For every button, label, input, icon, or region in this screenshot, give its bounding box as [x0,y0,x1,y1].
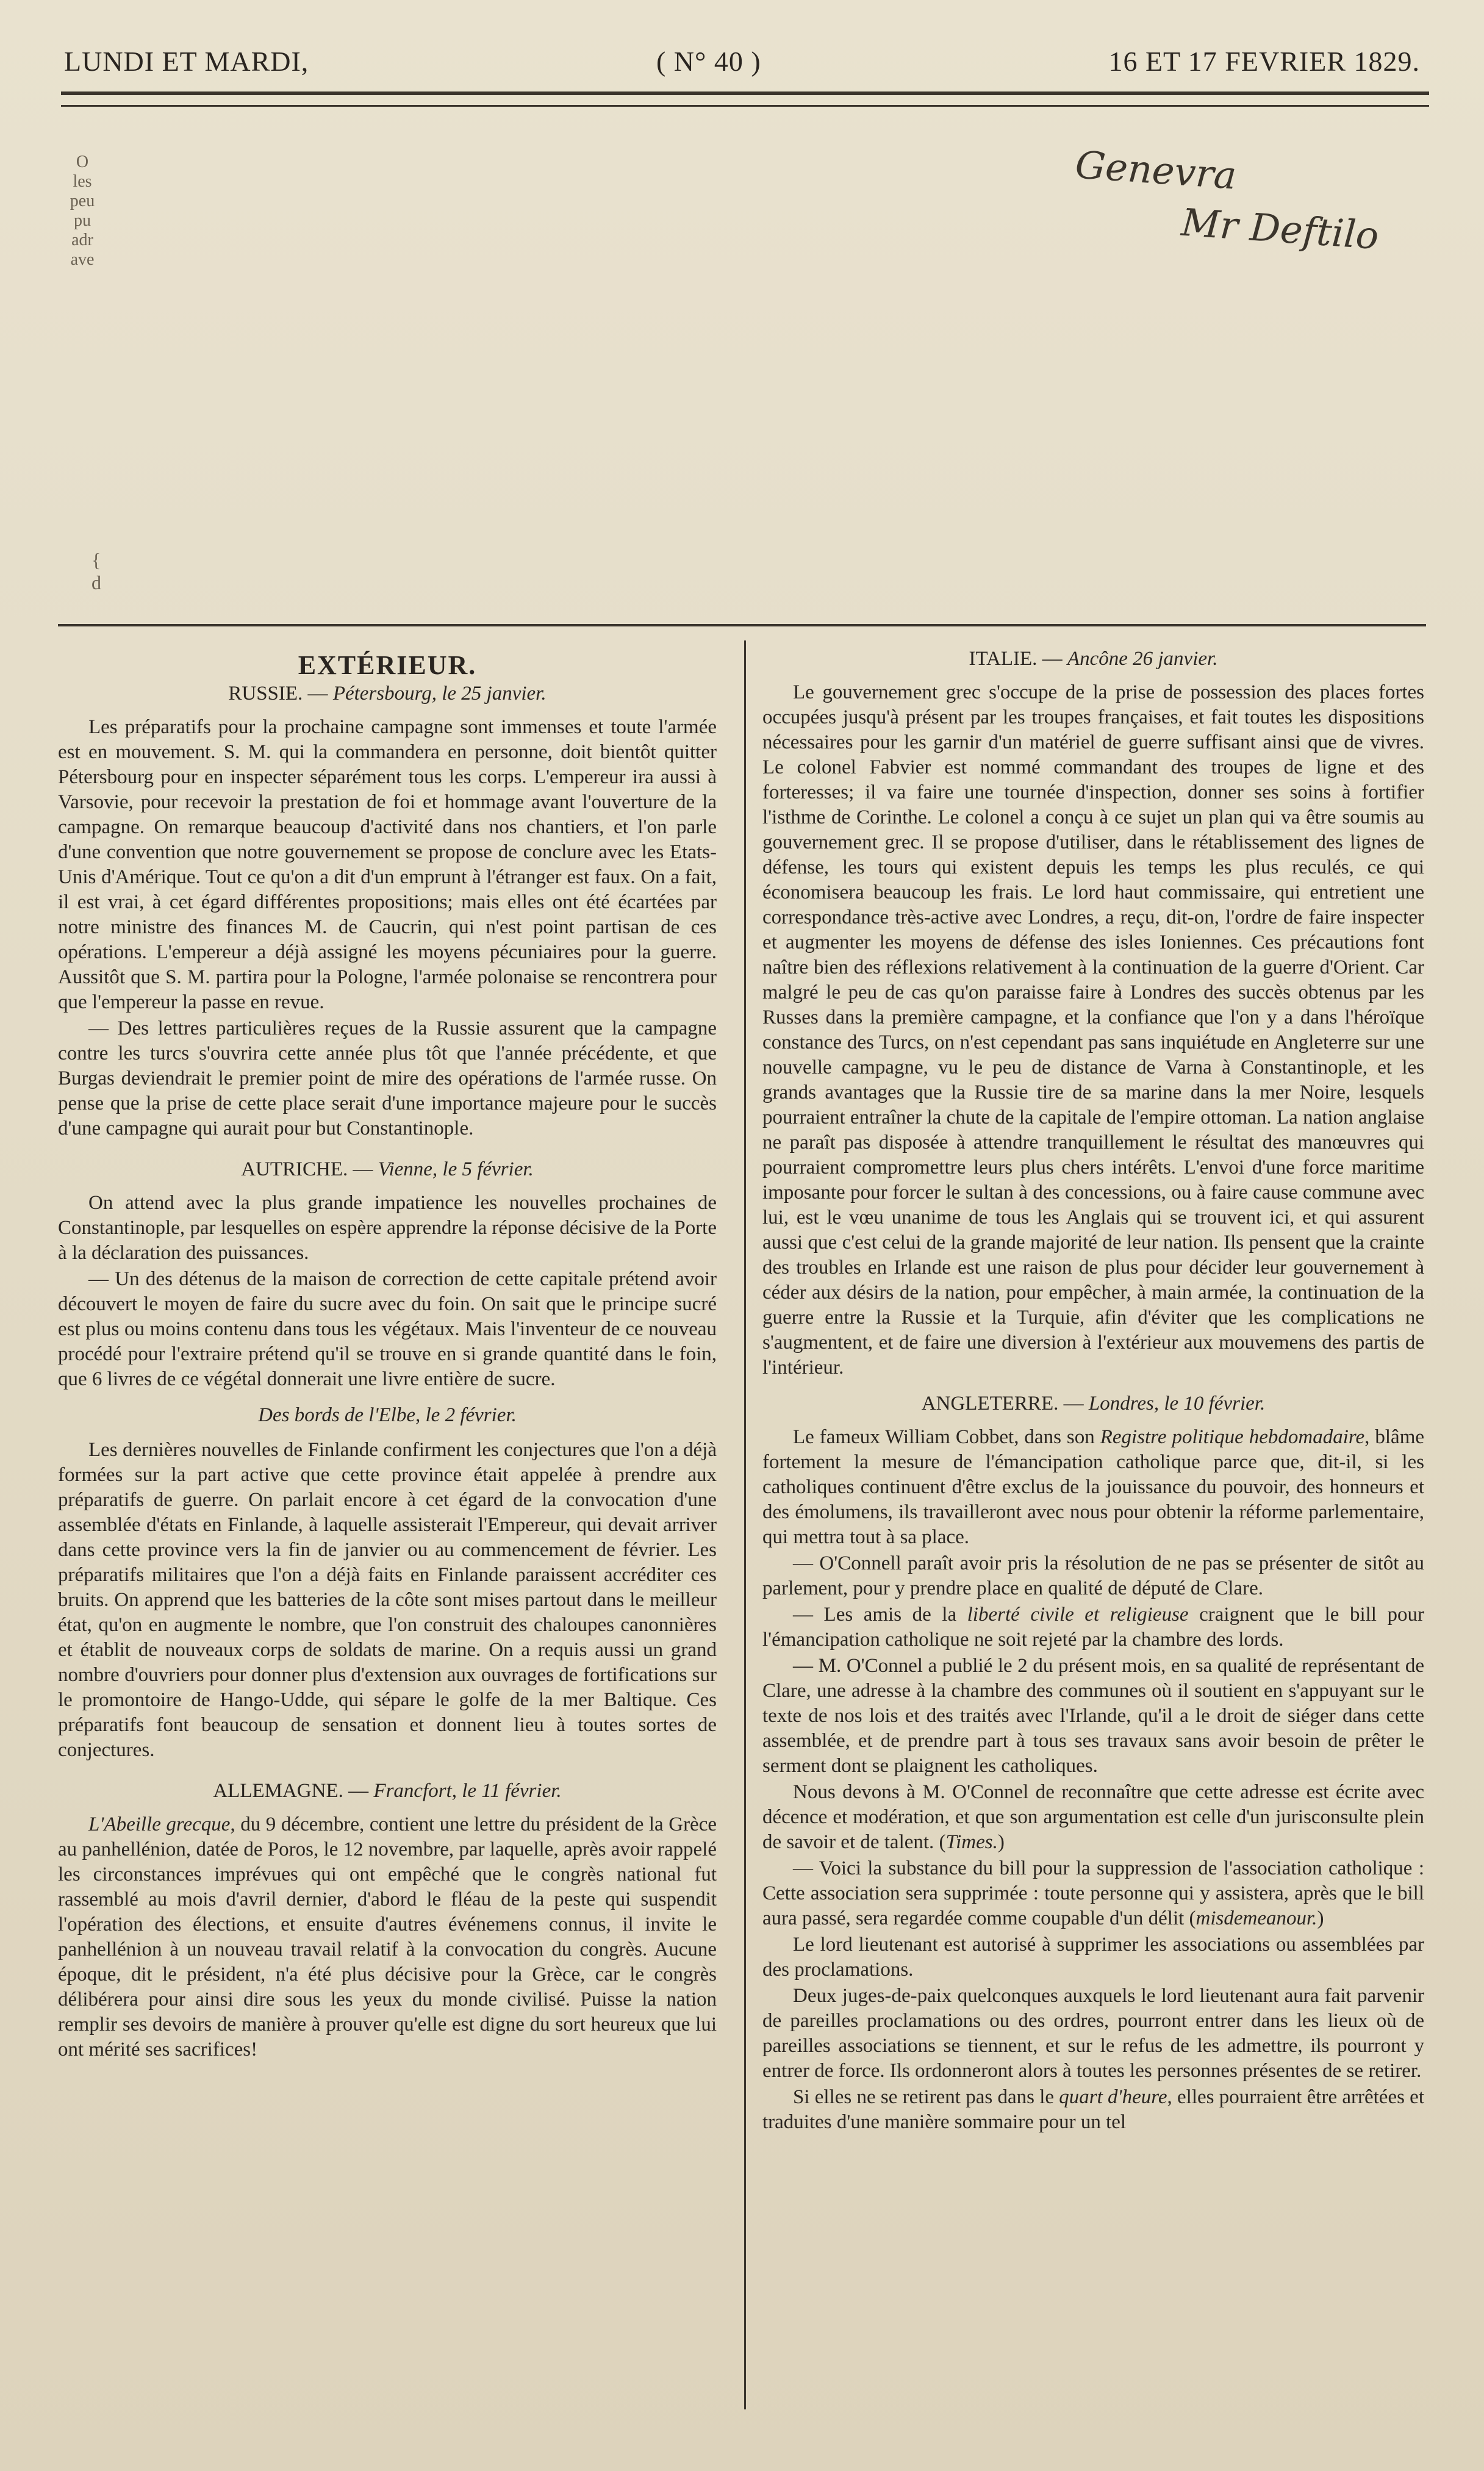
dateline-autriche: AUTRICHE. — Vienne, le 5 février. [241,1158,534,1180]
section-divider [58,624,1426,626]
article-paragraph: — O'Connell paraît avoir pris la résolution de ne pas se présenter de sitôt au parlement, pour y prendre place en qualité de député de Clare. [762,1552,1424,1599]
margin-bracket: { d [91,549,101,594]
article-paragraph: On attend avec la plus grande impatience les nouvelles prochaines de Constantinople, par lesquelles on espère apprendre la réponse décisive de la Porte à la déclaration des puissances. [58,1192,717,1264]
dateline-elbe: Des bords de l'Elbe, le 2 février. [258,1404,517,1426]
article-paragraph: Nous devons à M. O'Connel de reconnaître que cette adresse est écrite avec décence et modération, et que son argumentation est celle d'un jurisconsulte plein de savoir et de talent. (Times.) [762,1781,1424,1853]
margin-note: pu [74,211,91,230]
article-paragraph: — Les amis de la liberté civile et religieuse craignent que le bill pour l'émancipation catholique ne soit rejeté par la chambre des lords. [762,1604,1425,1651]
dateline-russie: RUSSIE. — Pétersbourg, le 25 janvier. [228,683,547,705]
dateline-allemagne: ALLEMAGNE. — Francfort, le 11 février. [213,1780,562,1802]
article-paragraph: Le fameux William Cobbet, dans son Registre politique hebdomadaire, blâme fortement la mesure de l'émancipation catholique parce que, dit-il, si les catholiques continuent d'être exclus de la jouissance du pouvoir, des honneurs et des émolumens, ils travailleront avec nous pour obtenir la réforme parlementaire, qui mettra tout à sa place. [762,1426,1425,1548]
margin-note: adr [71,231,93,249]
section-title: EXTÉRIEUR. [298,650,477,680]
article-paragraph: Le lord lieutenant est autorisé à supprimer les associations ou assemblées par des proclamations. [762,1934,1424,1981]
margin-note: peu [70,192,95,210]
margin-note: O [76,152,89,171]
left-column [58,647,717,2064]
right-column [762,647,1424,2136]
masthead-date: 16 ET 17 FEVRIER 1829. [1108,45,1420,77]
article-paragraph: — M. O'Connel a publié le 2 du présent mois, en sa qualité de représentant de Clare, une adresse à la chambre des communes où il soutient en s'appuyant sur le texte de nos lois et des traités avec l'Irlande, qu'il a le droit de siéger dans cette assemblée, et de prendre part à tous ses travaux sans avoir besoin de prêter le serment dont se plaignent les catholiques. [762,1655,1424,1777]
masthead [64,37,1420,85]
article-paragraph: — Un des détenus de la maison de correction de cette capitale prétend avoir découvert le moyen de faire du sucre avec du foin. On sait que le principe sucré est plus ou moins contenu dans tous les végétaux. Mais l'inventeur de ce nouveau procédé pour l'extraire prétend qu'il se trouve en si grande quantité dans le foin, que 6 livres de ce végétal donnerait une livre entière de sucre. [58,1268,717,1390]
margin-note: les [73,172,92,191]
article-paragraph: — Voici la substance du bill pour la suppression de l'association catholique : Cette association sera supprimée : toute personne qui y assistera, après que le bill aura passé, sera regardée comme coupable d'un délit (misdemeanour.) [762,1857,1424,1929]
dateline-angleterre: ANGLETERRE. — Londres, le 10 février. [921,1393,1266,1415]
article-paragraph: — Des lettres particulières reçues de la Russie assurent que la campagne contre les turcs s'ouvrira cette année plus tôt que l'année précédente, et que Burgas deviendrait le premier point de mire des opérations de l'armée russe. On pense que la prise de cette place serait d'une importance majeure pour le succès d'une campagne qui aurait pour but Constantinople. [58,1017,717,1139]
article-paragraph: L'Abeille grecque, du 9 décembre, contient une lettre du président de la Grèce au panhellénion, datée de Poros, le 12 novembre, par laquelle, après avoir rappelé les circonstances imprévues qui ont empêché que le congrès national fut rassemblé au mois d'avril dernier, d'abord le fléau de la peste qui suspendit l'opération des élections, et ensuite d'autres événemens connus, il invite le panhellénion à un nouveau travail relatif à la convocation du congrès. Aucune époque, dit le président, n'a été plus décisive pour la Grèce, car le congrès délibérera pour ainsi dire sous les yeux du monde civilisé. Puisse la nation remplir ses devoirs de manière à prouver qu'elle est digne du sort heureux que lui ont mérité ses sacrifices! [58,1813,717,2060]
issue-number: ( N° 40 ) [656,45,761,77]
handwritten-signature: Genevra Mr Deftilo [1074,142,1380,259]
article-paragraph: Si elles ne se retirent pas dans le quart d'heure, elles pourraient être arrêtées et traduites d'une manière sommaire pour un tel [762,2086,1425,2133]
dateline-italie: ITALIE. — Ancône 26 janvier. [969,648,1218,670]
column-divider [744,640,746,2409]
masthead-rule [61,91,1429,107]
margin-notes [61,152,104,270]
article-paragraph: Les dernières nouvelles de Finlande confirment les conjectures que l'on a déjà formées sur la part active que cette province était appelée à prendre aux préparatifs de guerre. On parlait encore à cet égard de la convocation d'une assemblée d'états en Finlande, à laquelle assisterait l'Empereur, qui devait arriver dans cette province vers la fin de janvier ou au commencement de février. Les préparatifs militaires que l'on a déjà faits en Finlande paraissent accréditer ces bruits. On apprend que les batteries de la côte sont mises partout dans le meilleur état, qu'on en augmente le nombre, que l'on construit des chaloupes canonnières et établit de nouveaux corps de soldats de marine. On a requis aussi un grand nombre d'ouvriers pour donner plus d'extension aux ouvrages de fortifications sur le promontoire de Hango-Udde, qui sépare le golfe de la mer Baltique. Ces préparatifs font beaucoup de sensation et donnent lieu à toutes sortes de conjectures. [58,1439,717,1761]
margin-note: ave [70,250,95,269]
article-paragraph: Deux juges-de-paix quelconques auxquels le lord lieutenant aura fait parvenir de pareilles proclamations ou des ordres, pourront entrer dans les lieux où de pareilles associations se tiennent, et sur le refus de les admettre, ils pourront y entrer de force. Ils ordonneront alors à toutes les personnes présentes de se retirer. [762,1985,1424,2082]
article-paragraph: Les préparatifs pour la prochaine campagne sont immenses et toute l'armée est en mouvement. S. M. qui la commandera en personne, doit bientôt quitter Pétersbourg pour en inspecter séparément tous les corps. L'empereur ira aussi à Varsovie, pour recevoir la prestation de foi et hommage avant l'ouverture de la campagne. On remarque beaucoup d'activité dans nos chantiers, et l'on parle d'une convention que notre gouvernement se propose de conclure avec les Etats-Unis d'Amérique. Tout ce qu'on a dit d'un emprunt à l'étranger est faux. On a fait, il est vrai, à cet égard différentes propositions; mais elles ont été écartées par notre ministre des finances M. de Caucrin, qui n'est point partisan de ces opérations. L'empereur a déjà assigné les moyens pécuniaires pour la guerre. Aussitôt que S. M. partira pour la Pologne, l'armée polonaise se rencontrera pour que l'empereur la passe en revue. [58,716,717,1013]
masthead-day: LUNDI ET MARDI, [64,45,309,77]
article-paragraph: Le gouvernement grec s'occupe de la prise de possession des places fortes occupées jusqu'à présent par les troupes françaises, et fait toutes les dispositions nécessaires pour les garnir d'un matériel de guerre suffisant ainsi que de vivres. Le colonel Fabvier est nommé commandant des troupes de ligne et des forteresses; il va faire une tournée d'inspection, donner ses soins à fortifier l'isthme de Corinthe. Le colonel a conçu à ce sujet un plan qui va être soumis au gouvernement grec. Il se propose d'utiliser, dans le rétablissement des lignes de défense, les tours qui existent depuis les temps les plus reculés, ce qui économisera beaucoup les frais. Le lord haut commissaire, qui entretient une correspondance très-active avec Londres, a reçu, dit-on, l'ordre de faire inspecter et augmenter les moyens de défense des isles Ioniennes. Ces précautions font naître bien des réflexions relativement à la continuation de la guerre d'Orient. Car malgré le peu de cas qu'on paraisse faire à Londres des succès obtenus par les Russes dans la première campagne, et la confiance que l'on y a dans l'héroïque constance des Turcs, on n'est cependant pas sans inquiétude en Angleterre sur une nouvelle campagne, vu le peu de distance de Varna à Constantinople, et les grands avantages que la Russie tire de sa marine dans la mer Noire, lesquels pourraient entraîner la chute de la capitale de l'empire ottoman. La nation anglaise ne paraît pas disposée à attendre tranquillement le résultat des manœuvres qui pourraient compromettre leurs plus chers intérêts. L'envoi d'une force maritime imposante pour forcer le sultan à des concessions, ou à faire cause commune avec lui, est le vœu unanime de tous les Anglais qui se trouvent ici, et qui assurent aussi que c'est celui de la grande majorité de leur nation. Ils pensent que la crainte des troubles en Irlande est une raison de plus pour décider leur gouvernement à céder aux désirs de la nation, pour empêcher, à main armée, la continuation de la guerre entre la Russie et la Turquie, afin d'éviter que les complications ne s'augmentent, et de faire une diversion à l'extérieur aux mouvemens des partis de l'intérieur. [762,681,1424,1379]
